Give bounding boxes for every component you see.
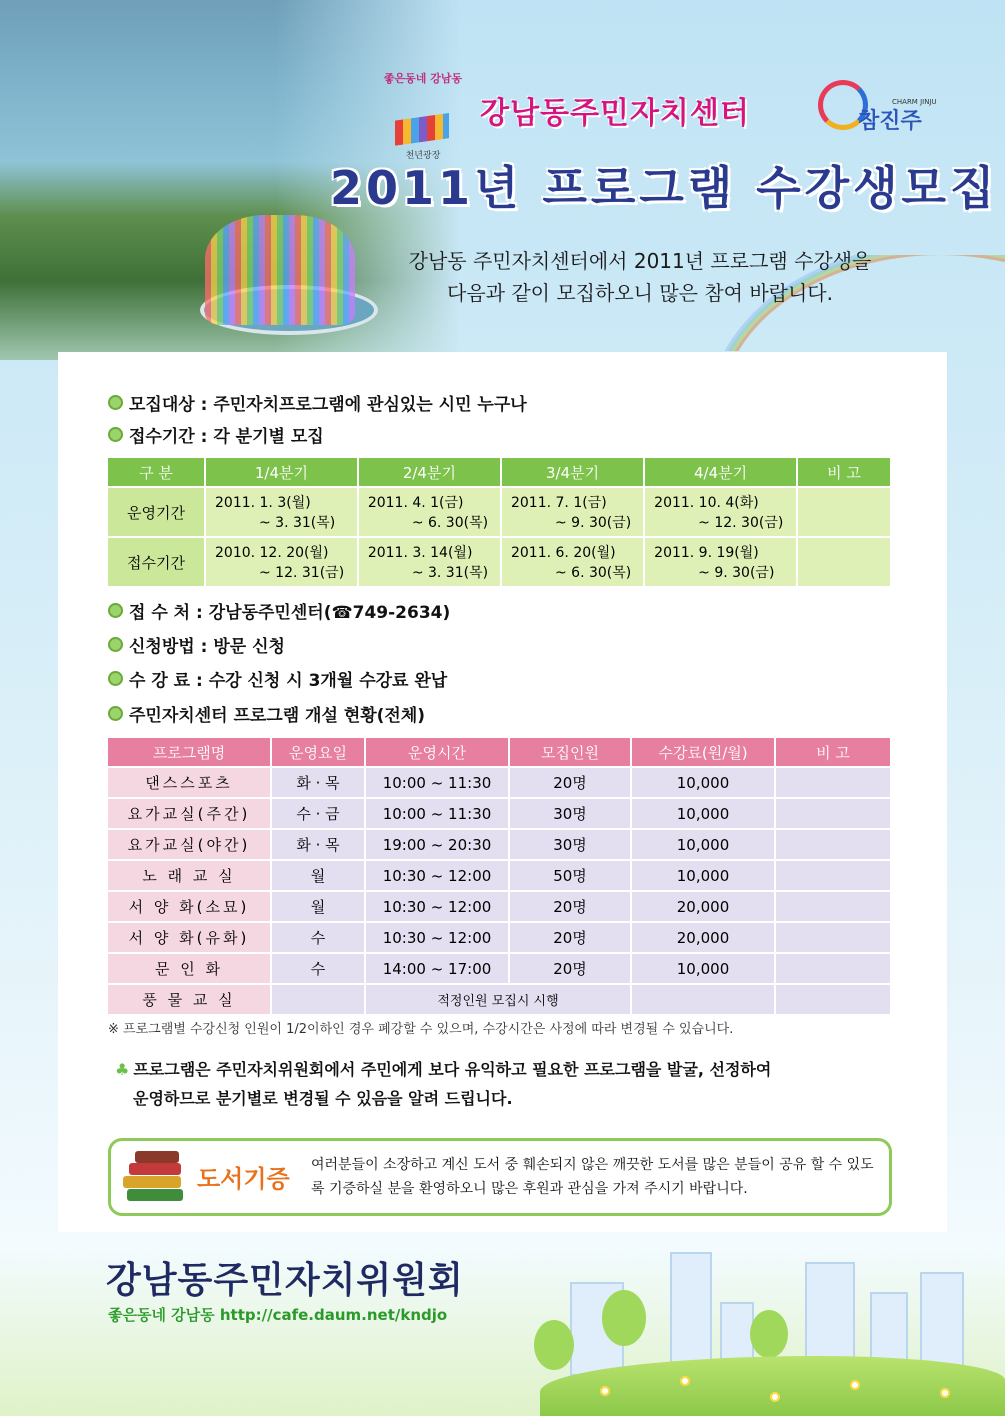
prog-header: 운영요일 bbox=[271, 737, 365, 767]
info-place-text: 접 수 처 : 강남동주민센터(☎749-2634) bbox=[129, 603, 451, 623]
sched-cell: 2011. 1. 3(월) ~ 3. 31(목) bbox=[205, 487, 358, 537]
main-title: 2011년 프로그램 수강생모집 bbox=[330, 161, 999, 215]
logo-left-bottom-text: 천년광장 bbox=[405, 151, 441, 161]
program-name: 서 양 화(소묘) bbox=[107, 891, 271, 922]
program-cell: 30명 bbox=[509, 829, 631, 860]
program-cell: 10,000 bbox=[631, 798, 775, 829]
program-cell bbox=[775, 922, 891, 953]
gangnam-dong-logo bbox=[383, 72, 463, 162]
sched-cell: 2010. 12. 20(월) ~ 12. 31(금) bbox=[205, 537, 358, 587]
intro-text bbox=[355, 245, 925, 309]
program-cell bbox=[775, 798, 891, 829]
program-cell bbox=[631, 984, 775, 1015]
prog-header: 모집인원 bbox=[509, 737, 631, 767]
bullet-icon bbox=[108, 671, 123, 686]
sched-row-label: 접수기간 bbox=[107, 537, 205, 587]
program-name: 풍 물 교 실 bbox=[107, 984, 271, 1015]
table-row bbox=[107, 891, 891, 922]
club-icon: ♣ bbox=[115, 1060, 130, 1079]
sched-cell: 2011. 9. 19(월) ~ 9. 30(금) bbox=[644, 537, 797, 587]
program-name: 노 래 교 실 bbox=[107, 860, 271, 891]
program-cell: 10:30 ~ 12:00 bbox=[365, 891, 509, 922]
program-cell: 화 · 목 bbox=[271, 767, 365, 798]
program-name: 문 인 화 bbox=[107, 953, 271, 984]
program-cell: 수 bbox=[271, 953, 365, 984]
table-row bbox=[107, 767, 891, 798]
rainbow-fountain bbox=[205, 215, 355, 325]
prog-header: 프로그램명 bbox=[107, 737, 271, 767]
bullet-icon bbox=[108, 427, 123, 442]
table-row bbox=[107, 798, 891, 829]
info-target-text: 모집대상 : 주민자치프로그램에 관심있는 시민 누구나 bbox=[129, 395, 527, 415]
table-row bbox=[107, 953, 891, 984]
city-logo-small-text: CHARM JINJU bbox=[892, 98, 937, 106]
info-status-text: 주민자치센터 프로그램 개설 현황(전체) bbox=[129, 706, 426, 726]
program-name: 서 양 화(유화) bbox=[107, 922, 271, 953]
program-cell: 20명 bbox=[509, 922, 631, 953]
organization-name: 강남동주민자치위원회 bbox=[106, 1260, 464, 1301]
bullet-icon bbox=[108, 603, 123, 618]
sched-cell: 2011. 4. 1(금) ~ 6. 30(목) bbox=[358, 487, 501, 537]
prog-header: 비 고 bbox=[775, 737, 891, 767]
footnote: ※ 프로그램별 수강신청 인원이 1/2이하인 경우 폐강할 수 있으며, 수강시간은 사정에 따라 변경될 수 있습니다. bbox=[108, 1022, 734, 1037]
notice-line-2: 운영하므로 분기별로 변경될 수 있음을 알려 드립니다. bbox=[133, 1089, 513, 1108]
program-cell bbox=[775, 829, 891, 860]
sched-note bbox=[797, 537, 891, 587]
program-cell: 10,000 bbox=[631, 829, 775, 860]
info-method-text: 신청방법 : 방문 신청 bbox=[129, 637, 285, 657]
program-cell: 30명 bbox=[509, 798, 631, 829]
program-cell bbox=[775, 953, 891, 984]
program-cell: 20명 bbox=[509, 953, 631, 984]
program-cell: 10:00 ~ 11:30 bbox=[365, 798, 509, 829]
program-cell: 50명 bbox=[509, 860, 631, 891]
table-row bbox=[107, 922, 891, 953]
program-cell: 10,000 bbox=[631, 860, 775, 891]
city-logo-text: 참진주 bbox=[858, 109, 922, 134]
bullet-icon bbox=[108, 637, 123, 652]
info-fee bbox=[108, 666, 447, 691]
program-cell: 수 bbox=[271, 922, 365, 953]
table-row bbox=[107, 860, 891, 891]
program-cell: 월 bbox=[271, 891, 365, 922]
sched-header: 구 분 bbox=[107, 457, 205, 487]
program-cell: 20,000 bbox=[631, 891, 775, 922]
sched-header: 2/4분기 bbox=[358, 457, 501, 487]
program-note: 적정인원 모집시 시행 bbox=[365, 984, 631, 1015]
program-cell: 19:00 ~ 20:30 bbox=[365, 829, 509, 860]
table-row bbox=[107, 984, 891, 1015]
sched-row-label: 운영기간 bbox=[107, 487, 205, 537]
sched-note bbox=[797, 487, 891, 537]
table-row bbox=[107, 537, 891, 587]
logo-left-top-text: 좋은동네 강남동 bbox=[383, 72, 463, 85]
program-cell bbox=[775, 984, 891, 1015]
program-cell: 10,000 bbox=[631, 953, 775, 984]
info-method bbox=[108, 632, 285, 657]
program-cell bbox=[775, 860, 891, 891]
prog-header: 수강료(원/월) bbox=[631, 737, 775, 767]
program-name: 요가교실(주간) bbox=[107, 798, 271, 829]
center-name: 강남동주민자치센터 bbox=[480, 96, 750, 131]
intro-line-1: 강남동 주민자치센터에서 2011년 프로그램 수강생을 bbox=[408, 249, 872, 273]
program-cell: 20명 bbox=[509, 767, 631, 798]
program-cell bbox=[271, 984, 365, 1015]
program-cell: 10:00 ~ 11:30 bbox=[365, 767, 509, 798]
sched-cell: 2011. 7. 1(금) ~ 9. 30(금) bbox=[501, 487, 644, 537]
website-link[interactable]: 좋은동네 강남동 http://cafe.daum.net/kndjo bbox=[108, 1306, 448, 1324]
sched-header: 비 고 bbox=[797, 457, 891, 487]
info-place bbox=[108, 598, 450, 623]
donation-box bbox=[108, 1138, 892, 1216]
donation-title: 도서기증 bbox=[197, 1165, 290, 1193]
table-row bbox=[107, 487, 891, 537]
notice-paragraph bbox=[115, 1055, 905, 1113]
program-cell: 화 · 목 bbox=[271, 829, 365, 860]
prog-header: 운영시간 bbox=[365, 737, 509, 767]
sched-header: 3/4분기 bbox=[501, 457, 644, 487]
sched-cell: 2011. 3. 14(월) ~ 3. 31(목) bbox=[358, 537, 501, 587]
program-cell: 14:00 ~ 17:00 bbox=[365, 953, 509, 984]
notice-line-1: 프로그램은 주민자치위원회에서 주민에게 보다 유익하고 필요한 프로그램을 발굴, 선정하여 bbox=[133, 1060, 772, 1079]
jinju-city-logo bbox=[818, 78, 938, 148]
books-icon bbox=[121, 1149, 187, 1203]
sched-header: 4/4분기 bbox=[644, 457, 797, 487]
program-cell: 월 bbox=[271, 860, 365, 891]
program-name: 요가교실(야간) bbox=[107, 829, 271, 860]
sched-cell: 2011. 6. 20(월) ~ 6. 30(목) bbox=[501, 537, 644, 587]
program-cell: 10:30 ~ 12:00 bbox=[365, 922, 509, 953]
program-cell bbox=[775, 891, 891, 922]
intro-line-2: 다음과 같이 모집하오니 많은 참여 바랍니다. bbox=[447, 281, 833, 305]
city-illustration bbox=[540, 1250, 1005, 1416]
info-fee-text: 수 강 료 : 수강 신청 시 3개월 수강료 완납 bbox=[129, 671, 448, 691]
program-table bbox=[106, 736, 892, 1016]
donation-text: 여러분들이 소장하고 계신 도서 중 훼손되지 않은 깨끗한 도서를 많은 분들이 공유 할 수 있도록 기증하실 분을 환영하오니 많은 후원과 관심을 가져 주시기 바랍니다. bbox=[311, 1157, 874, 1197]
program-name: 댄스스포츠 bbox=[107, 767, 271, 798]
logo-bars-icon bbox=[395, 96, 449, 146]
sched-cell: 2011. 10. 4(화) ~ 12. 30(금) bbox=[644, 487, 797, 537]
program-cell: 10,000 bbox=[631, 767, 775, 798]
info-period-text: 접수기간 : 각 분기별 모집 bbox=[129, 427, 324, 447]
info-status bbox=[108, 701, 425, 726]
table-row bbox=[107, 829, 891, 860]
schedule-table bbox=[106, 456, 892, 588]
program-cell: 20,000 bbox=[631, 922, 775, 953]
program-cell: 20명 bbox=[509, 891, 631, 922]
info-target bbox=[108, 390, 527, 415]
program-cell bbox=[775, 767, 891, 798]
program-cell: 10:30 ~ 12:00 bbox=[365, 860, 509, 891]
sched-header: 1/4분기 bbox=[205, 457, 358, 487]
info-period bbox=[108, 422, 324, 447]
bullet-icon bbox=[108, 395, 123, 410]
program-cell: 수 · 금 bbox=[271, 798, 365, 829]
bullet-icon bbox=[108, 706, 123, 721]
